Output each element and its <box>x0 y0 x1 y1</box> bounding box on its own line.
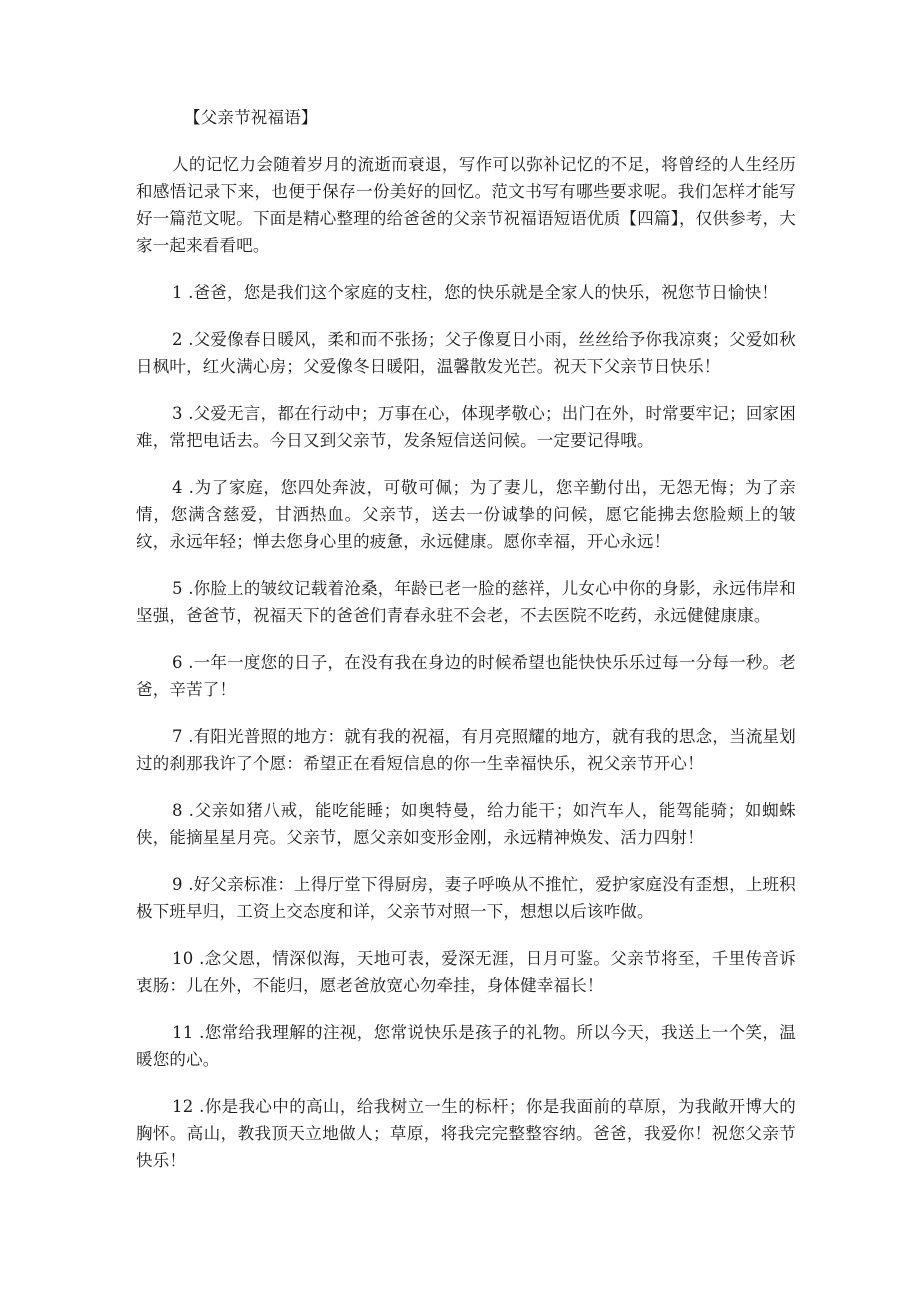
item-text: .父爱像春日暖风，柔和而不张扬；父子像夏日小雨，丝丝给予你我凉爽；父爱如秋日枫叶，红火满心房；父爱像冬日暖阳，温馨散发光芒。祝天下父亲节日快乐！ <box>136 330 796 376</box>
item-number: 4 <box>172 478 183 497</box>
blessing-item <box>136 871 796 925</box>
item-number: 10 <box>172 949 194 968</box>
blessing-item <box>136 649 796 703</box>
item-text: .您常给我理解的注视，您常说快乐是孩子的礼物。所以今天，我送上一个笑，温暖您的心。 <box>136 1023 796 1069</box>
item-text: .父爱无言，都在行动中；万事在心，体现孝敬心；出门在外，时常要牢记；回家困难，常把电话去。今日又到父亲节，发条短信送问候。一定要记得哦。 <box>136 404 796 450</box>
blessing-item <box>136 1093 796 1174</box>
document-title: 【父亲节祝福语】 <box>184 108 318 127</box>
item-number: 1 <box>172 283 183 302</box>
blessing-item <box>136 797 796 851</box>
item-text: .为了家庭，您四处奔波，可敬可佩；为了妻儿，您辛勤付出，无怨无悔；为了亲情，您满含慈爱，甘洒热血。父亲节，送去一份诚挚的问候，愿它能拂去您脸颊上的皱纹，永远年轻；惮去您身心里的疲惫，永远健康。愿你幸福，开心永远！ <box>136 478 796 551</box>
item-text: .好父亲标准：上得厅堂下得厨房，妻子呼唤从不推忙，爱护家庭没有歪想，上班积极下班早归，工资上交态度和详，父亲节对照一下，想想以后该咋做。 <box>136 875 796 921</box>
item-text: .父亲如猪八戒，能吃能睡；如奥特曼，给力能干；如汽车人，能驾能骑；如蜘蛛侠，能摘星星月亮。父亲节，愿父亲如变形金刚，永远精神焕发、活力四射！ <box>136 801 796 847</box>
item-number: 5 <box>172 579 183 598</box>
blessing-item <box>136 1019 796 1073</box>
blessing-item <box>136 279 796 306</box>
item-text: .爸爸，您是我们这个家庭的支柱，您的快乐就是全家人的快乐，祝您节日愉快！ <box>188 283 779 302</box>
item-number: 8 <box>172 801 183 820</box>
item-number: 7 <box>172 727 183 746</box>
document-body <box>136 104 796 1194</box>
item-text: .你脸上的皱纹记载着沧桑，年龄已老一脸的慈祥，儿女心中你的身影，永远伟岸和坚强，爸爸节，祝福天下的爸爸们青春永驻不会老，不去医院不吃药，永远健健康康。 <box>136 579 796 625</box>
blessing-item <box>136 723 796 777</box>
item-number: 2 <box>172 330 183 349</box>
intro-paragraph: 人的记忆力会随着岁月的流逝而衰退，写作可以弥补记忆的不足，将曾经的人生经历和感悟记录下来，也便于保存一份美好的回忆。范文书写有哪些要求呢。我们怎样才能写好一篇范文呢。下面是精心整理的给爸爸的父亲节祝福语短语优质【四篇】，仅供参考，大家一起来看看吧。 <box>136 155 796 255</box>
item-text: .你是我心中的高山，给我树立一生的标杆；你是我面前的草原，为我敞开博大的胸怀。高山，教我顶天立地做人；草原，将我完完整整容纳。爸爸，我爱你！祝您父亲节快乐！ <box>136 1097 796 1170</box>
item-text: .一年一度您的日子，在没有我在身边的时候希望也能快快乐乐过每一分每一秒。老爸，辛苦了！ <box>136 653 796 699</box>
blessing-item <box>136 474 796 555</box>
item-number: 6 <box>172 653 183 672</box>
blessing-item <box>136 575 796 629</box>
blessing-item <box>136 400 796 454</box>
item-text: .有阳光普照的地方：就有我的祝福，有月亮照耀的地方，就有我的思念，当流星划过的刹那我许了个愿：希望正在看短信息的你一生幸福快乐，祝父亲节开心！ <box>136 727 796 773</box>
blessing-list <box>136 279 796 1174</box>
item-number: 3 <box>172 404 183 423</box>
item-text: .念父恩，情深似海，天地可表，爱深无涯，日月可鉴。父亲节将至，千里传音诉衷肠：儿在外，不能归，愿老爸放宽心勿牵挂，身体健幸福长！ <box>136 949 796 995</box>
item-number: 11 <box>172 1023 194 1042</box>
item-number: 9 <box>172 875 183 894</box>
blessing-item <box>136 326 796 380</box>
blessing-item <box>136 945 796 999</box>
item-number: 12 <box>172 1097 194 1116</box>
